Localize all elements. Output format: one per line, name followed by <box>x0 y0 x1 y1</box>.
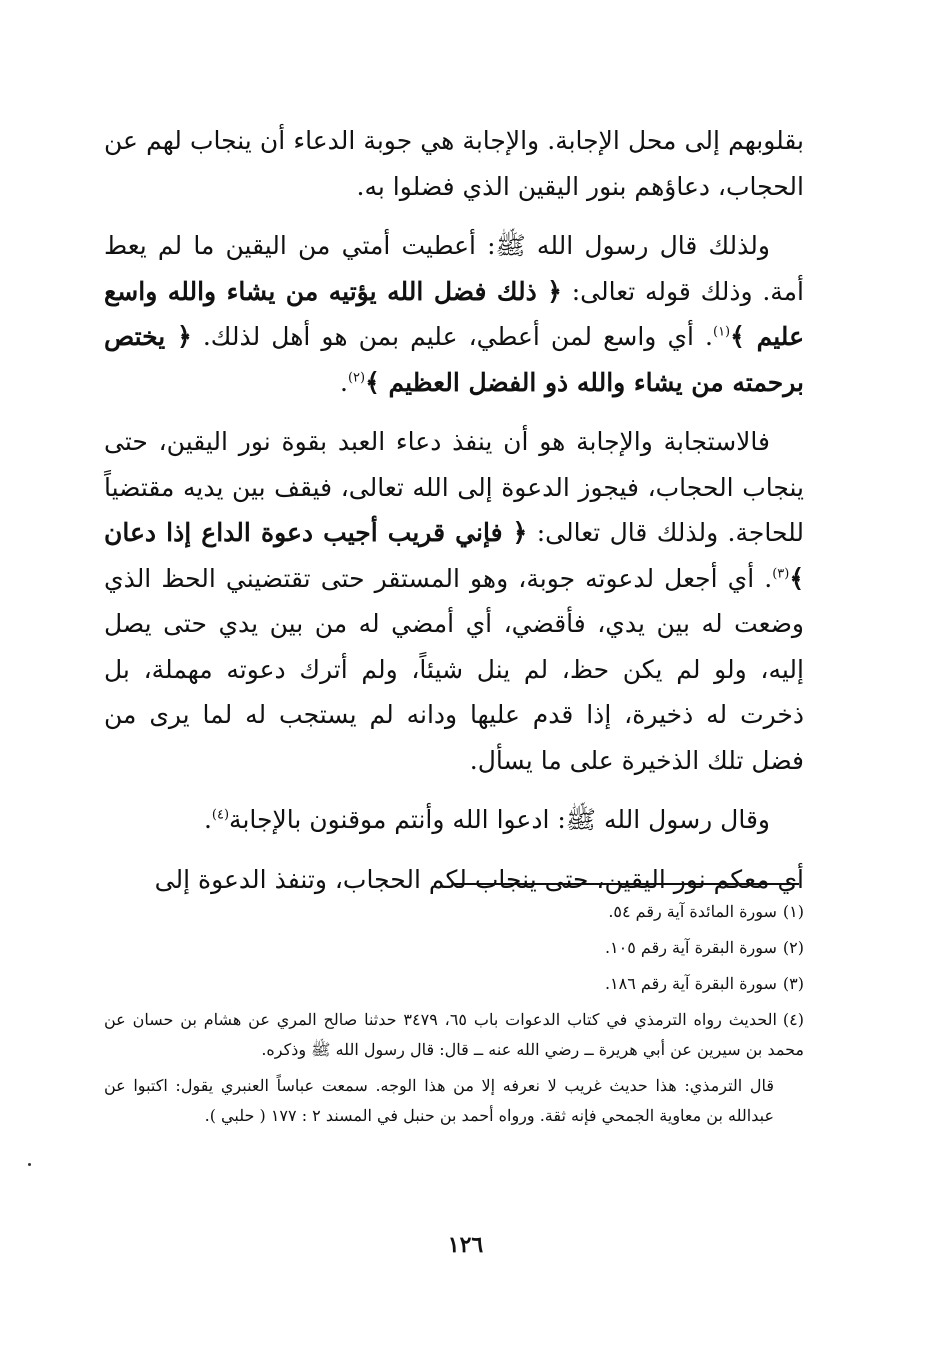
page-number: ١٢٦ <box>447 1232 484 1258</box>
paragraph-4 <box>104 797 804 843</box>
footnote-text: سورة البقرة آية رقم ١٨٦. <box>604 974 777 993</box>
paragraph-2-text-b: . أي واسع لمن أعطي، عليم بمن هو أهل لذلك. <box>191 322 713 351</box>
quran-verse-2: ﴿ يختص برحمته من يشاء والله ذو الفضل العظيم ﴾ <box>104 322 804 397</box>
footnote-ref-2: (٢) <box>347 370 366 386</box>
footnote-2 <box>104 933 804 963</box>
footnote-4 <box>104 1005 804 1065</box>
paragraph-5-text: أي معكم نور اليقين، حتى ينجاب لكم الحجاب، وتنفذ الدعوة إلى <box>154 864 804 894</box>
paragraph-5 <box>104 857 804 903</box>
paragraph-1-text: بقلوبهم إلى محل الإجابة. والإجابة هي جوبة الدعاء أن ينجاب لهم عن الحجاب، دعاؤهم بنور اليقين الذي فضلوا به. <box>104 126 804 201</box>
quran-verse-1: ﴿ ذلك فضل الله يؤتيه من يشاء والله واسع عليم ﴾ <box>104 276 804 351</box>
footnote-ref-3: (٣) <box>772 566 790 582</box>
footnote-3 <box>104 969 804 999</box>
paragraph-3 <box>104 419 804 783</box>
paragraph-4-text-b: . <box>203 805 212 834</box>
paragraph-1 <box>104 118 804 209</box>
footnote-ref-1: (١) <box>712 324 731 340</box>
footnote-1 <box>104 897 804 927</box>
paragraph-3-text-a: فالاستجابة والإجابة هو أن ينفذ دعاء العبد بقوة نور اليقين، حتى ينجاب الحجاب، فيجوز الدعوة إلى الله تعالى، فيقف بين يديه مقتضياً للحاجة. ولذلك قال تعالى: <box>104 427 805 547</box>
quran-verse-3: ﴿ فإني قريب أجيب دعوة الداع إذا دعان ﴾ <box>104 518 804 593</box>
footnotes <box>104 897 804 1131</box>
paragraph-2-text-c: . <box>340 367 348 397</box>
footnote-number: (١) <box>782 902 804 921</box>
footnote-separator <box>454 883 799 885</box>
paragraph-2 <box>104 223 804 405</box>
footnote-number: (٣) <box>782 974 804 993</box>
footnote-4-note: قال الترمذي: هذا حديث غريب لا نعرفه إلا من هذا الوجه. سمعت عباساً العنبري يقول: اكتبوا عن عبدالله بن معاوية الجمحي فإنه ثقة. ورواه أحمد بن حنبل في المسند ٢ : ١٧٧ ( حلبي ). <box>104 1076 774 1125</box>
footnote-ref-4: (٤) <box>211 807 230 823</box>
footnote-text: سورة البقرة آية رقم ١٠٥. <box>604 938 777 957</box>
paragraph-2-text-a: ولذلك قال رسول الله ﷺ: أعطيت أمتي من اليقين ما لم يعط أمة. وذلك قوله تعالى: <box>104 231 805 306</box>
paragraph-4-text-a: وقال رسول الله ﷺ: ادعوا الله وأنتم موقنون بالإجابة <box>229 805 770 834</box>
paragraph-3-text-b: . أي أجعل لدعوته جوبة، وهو المستقر حتى تقتضيني الحظ الذي وضعت له بين يدي، فأقضي، أي أمضي له من بين يدي حتى يصل إليه، ولو لم يكن حظ، لم ينل شيئاً، ولم أترك دعوته مهملة، بل ذخرت له ذخيرة، إذا قدم عليها ودانه لم يستجب له لما يرى من فضل تلك الذخيرة على ما يسأل. <box>104 563 804 775</box>
scan-speck <box>28 1163 31 1166</box>
footnote-text: الحديث رواه الترمذي في كتاب الدعوات باب ٦٥، ٣٤٧٩ حدثنا صالح المري عن هشام بن حسان عن محمد بن سيرين عن أبي هريرة ــ رضي الله عنه ــ قال: قال رسول الله ﷺ وذكره. <box>104 1010 804 1059</box>
footnote-number: (٢) <box>782 938 804 957</box>
footnote-number: (٤) <box>782 1010 804 1029</box>
main-text <box>104 118 804 916</box>
footnote-text: سورة المائدة آية رقم ٥٤. <box>608 902 777 921</box>
